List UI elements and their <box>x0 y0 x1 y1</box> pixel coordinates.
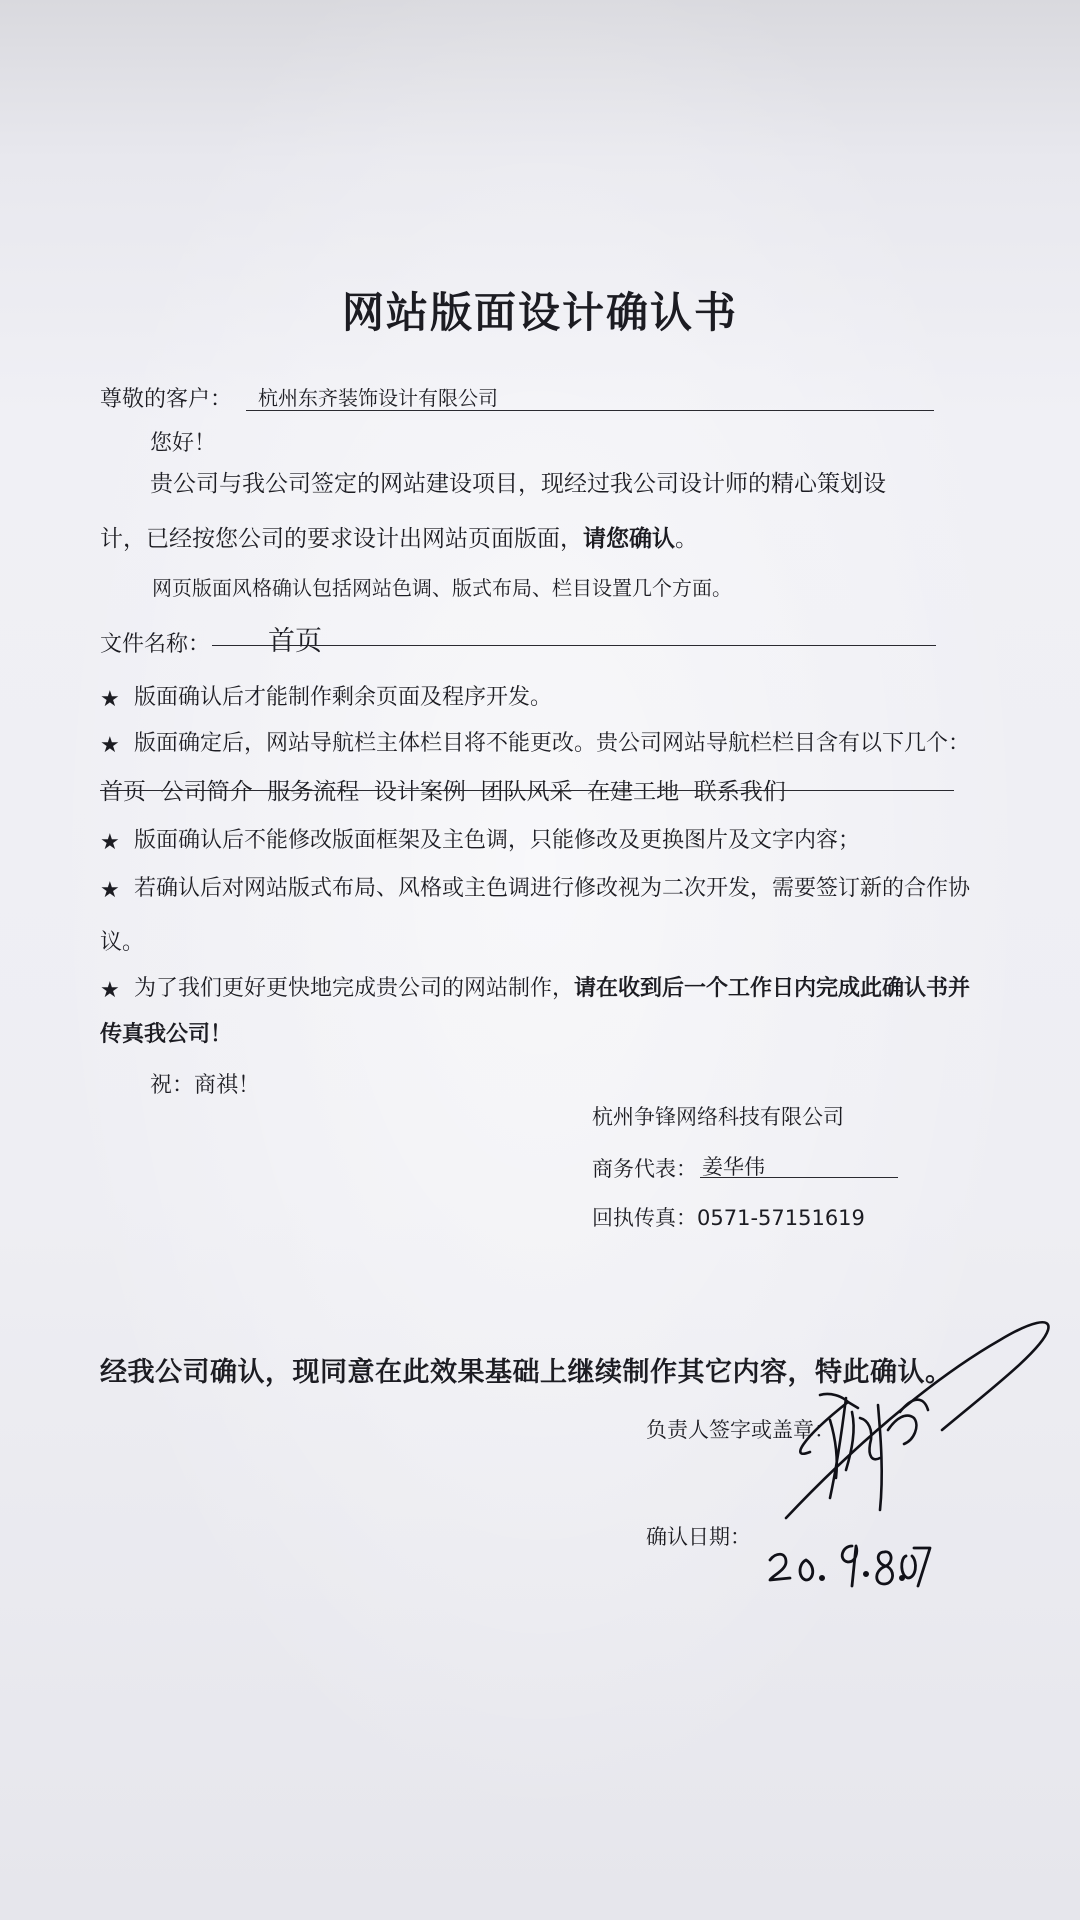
star-icon: ★ <box>100 733 120 758</box>
star-icon: ★ <box>100 878 120 903</box>
rep-name: 姜华伟 <box>702 1155 765 1179</box>
para1-line2: 计，已经按您公司的要求设计出网站页面版面，请您确认。 <box>100 526 698 552</box>
para2-text: 网页版面风格确认包括网站色调、版式布局、栏目设置几个方面。 <box>152 576 732 600</box>
date-label: 确认日期： <box>646 1525 751 1549</box>
document-title: 网站版面设计确认书 <box>341 288 738 337</box>
confirm-statement: 经我公司确认，现同意在此效果基础上继续制作其它内容，特此确认。 <box>100 1357 953 1388</box>
bullet-4-line2: 议。 <box>100 930 145 955</box>
client-name: 杭州东齐装饰设计有限公司 <box>258 386 498 410</box>
star-icon: ★ <box>100 687 120 712</box>
nav-items-list: 首页 公司简介 服务流程 设计案例 团队风采 在建工地 联系我们 <box>100 779 786 805</box>
rep-label: 商务代表： <box>592 1157 697 1181</box>
sign-label: 负责人签字或盖章： <box>646 1418 835 1442</box>
file-name: 首页 <box>268 626 322 657</box>
bullet-5-line1: 为了我们更好更快地完成贵公司的网站制作，请在收到后一个工作日内完成此确认书并 <box>134 976 971 1001</box>
hello-text: 您好！ <box>150 431 217 456</box>
fax-label: 回执传真：0571-57151619 <box>592 1206 865 1230</box>
star-icon: ★ <box>100 830 120 855</box>
para1-line1: 贵公司与我公司签定的网站建设项目，现经过我公司设计师的精心策划设 <box>150 471 886 497</box>
greeting-label: 尊敬的客户： <box>100 387 233 412</box>
bullet-5-line2: 传真我公司！ <box>100 1022 233 1047</box>
bullet-2: 版面确定后，网站导航栏主体栏目将不能更改。贵公司网站导航栏栏目含有以下几个： <box>134 731 971 756</box>
bullet-4-line1: 若确认后对网站版式布局、风格或主色调进行修改视为二次开发，需要签订新的合作协 <box>134 876 971 901</box>
company-name: 杭州争锋网络科技有限公司 <box>592 1105 844 1129</box>
star-icon: ★ <box>100 978 120 1003</box>
closing-text: 祝：商祺！ <box>150 1073 261 1098</box>
file-label: 文件名称： <box>100 632 211 657</box>
bullet-3: 版面确认后不能修改版面框架及主色调，只能修改及更换图片及文字内容； <box>134 828 861 853</box>
bullet-1: 版面确认后才能制作剩余页面及程序开发。 <box>134 685 553 710</box>
